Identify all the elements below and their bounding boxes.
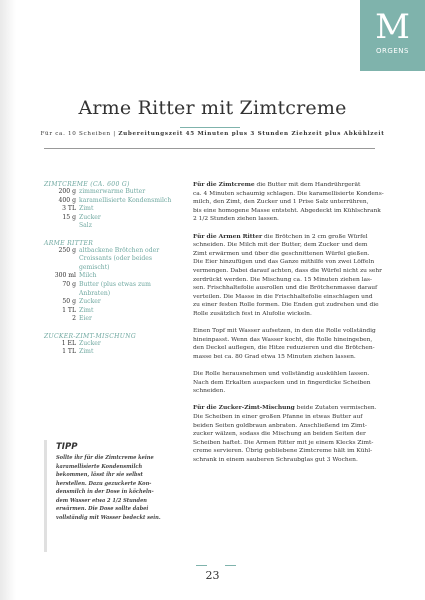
brand-badge xyxy=(360,0,425,71)
ingredient-text: Eier xyxy=(79,315,92,323)
brand-letter: M xyxy=(375,7,410,47)
instruction-lead: Für die Zucker-Zimt-Mischung xyxy=(193,404,295,412)
instruction-line xyxy=(193,422,378,431)
ingredient-qty: 50 g xyxy=(62,298,76,306)
instruction-line xyxy=(193,353,378,362)
instruction-text: schneiden. Die Milch mit der Butter, dem Zucker und dem xyxy=(193,242,368,249)
instruction-text: masse bei ca. 80 Grad etwa 15 Minuten ziehen lassen. xyxy=(193,353,356,360)
ingredient-qty: 3 TL xyxy=(62,205,76,213)
instruction-text: den Deckel auflegen, die Hitze reduzieren und die Brötchen- xyxy=(193,345,375,352)
instruction-text: Die Scheiben in einer großen Pfanne in etwas Butter auf xyxy=(193,414,363,421)
ingredient-qty: 1 TL xyxy=(62,348,76,356)
zimtcreme-heading-text: ZIMTCREME (CA. 600 G) xyxy=(44,181,130,188)
instruction-paragraph xyxy=(193,232,382,319)
zimtcreme-heading xyxy=(44,181,184,188)
mischung-heading: ZUCKER-ZIMT-MISCHUNG xyxy=(44,332,137,340)
ingredient-text: altbackene Brötchen oder xyxy=(79,246,160,254)
tip-text xyxy=(56,454,176,522)
brand-sub: ORGENS xyxy=(376,47,409,55)
tip-bar xyxy=(44,440,47,552)
instruction-text: zu einer festen Rolle formen. Die Enden gut zudrehen und die xyxy=(193,302,379,309)
instruction-line xyxy=(193,258,378,267)
ingredient-text: Butter (plus etwas zum xyxy=(79,280,151,288)
instruction-text: ca. 4 Minuten schaumig schlagen. Die karamellisierte Kondens- xyxy=(193,190,384,197)
ingredient-text: karamellisierte Kondensmilch xyxy=(79,196,172,204)
book-spine-shadow xyxy=(0,0,16,600)
instruction-line xyxy=(193,207,381,216)
tip-line: erwärmen. Die Dose sollte dabei xyxy=(56,506,149,512)
tip-line: Sollte ihr für die Zimtcreme keine xyxy=(56,455,154,461)
instruction-line xyxy=(193,301,378,310)
ingredient-qty: 70 g xyxy=(62,280,76,288)
ingredient-qty: 400 g xyxy=(58,196,76,204)
ingredient-text: Zucker xyxy=(79,339,101,347)
tip-line: herstellen. Dazu gezuckerte Kon- xyxy=(56,480,152,487)
instruction-text: schneiden. xyxy=(193,388,226,395)
instruction-text: hineinpasst. Wenn das Wasser kocht, die Rolle hineingeben, xyxy=(193,336,373,343)
ingredient-row xyxy=(44,247,184,256)
ingredient-qty xyxy=(44,290,79,299)
instruction-line xyxy=(193,439,378,448)
instruction-text: milch, den Zimt, den Zucker und 1 Prise Salz unterrühren, xyxy=(193,199,369,206)
instruction-line xyxy=(193,344,378,353)
instruction-line xyxy=(193,276,378,285)
ingredient-text: Zimt xyxy=(79,306,94,314)
ingredient-text: Zimt xyxy=(79,205,94,213)
instruction-line xyxy=(193,190,384,199)
instruction-text: Zimt erwärmen und über die geschnittenen Würfel gießen. xyxy=(193,250,370,257)
ingredient-row xyxy=(44,214,184,223)
instruction-line xyxy=(193,379,378,388)
page-rule-right xyxy=(225,565,236,566)
ingredient-qty xyxy=(44,255,79,264)
servings-text: Für ca. 10 Scheiben | xyxy=(40,131,119,137)
instruction-text: verteilen. Die Masse in die Frischhaltefolie einschlagen und xyxy=(193,293,373,300)
tip-line: dem Wasser etwa 2 1/2 Stunden xyxy=(56,497,148,504)
page-rule-left xyxy=(196,565,207,566)
ingredient-text: Croissants (oder beides xyxy=(79,255,153,263)
instruction-text: Die Eier hinzufügen und das Ganze mithilfe von zwei Löffeln xyxy=(193,259,375,266)
ingredient-text: Zimt xyxy=(79,348,94,356)
instruction-text: 2 1/2 Stunden ziehen lassen. xyxy=(193,216,279,223)
instruction-line xyxy=(193,456,378,465)
tip-line: vollständig mit Wasser bedeckt sein. xyxy=(56,514,161,521)
instruction-text: bis eine homogene Masse entsteht. Abgedeckt im Kühlschrank xyxy=(193,207,381,214)
ingredient-row xyxy=(44,298,184,307)
ingredient-text: Zucker xyxy=(79,298,101,306)
instruction-text: beide Zutaten vermischen. xyxy=(294,405,377,412)
ingredient-text: Anbraten) xyxy=(79,289,111,297)
instruction-paragraph xyxy=(193,181,384,224)
instruction-line xyxy=(193,370,378,379)
tip-line: densmilch in der Dose in köcheln- xyxy=(56,489,154,495)
instruction-line xyxy=(193,215,378,224)
instruction-line xyxy=(193,293,378,302)
instruction-text: Die Rolle herausnehmen und vollständig auskühlen lassen. xyxy=(193,371,370,378)
ingredient-row xyxy=(44,315,184,324)
ingredient-text: zimmerwarme Butter xyxy=(79,188,146,195)
instruction-lead: Für die Zimtcreme xyxy=(193,181,255,188)
instruction-line xyxy=(193,233,378,242)
ingredient-qty: 15 g xyxy=(62,213,76,221)
ingredient-qty xyxy=(44,264,79,273)
instruction-text: vermengen. Dabei darauf achten, dass die Würfel nicht zu sehr xyxy=(193,267,382,274)
instruction-text: Einen Topf mit Wasser aufsetzen, in den die Rolle vollständig xyxy=(193,328,376,335)
ingredient-row xyxy=(44,272,184,281)
page-number: 23 xyxy=(205,569,220,582)
ingredient-text: Milch xyxy=(79,272,97,280)
instruction-text: schrank in einem sauberen Schraubglas gut 3 Wochen. xyxy=(193,457,358,463)
instruction-line xyxy=(193,241,378,250)
instruction-text: Nach dem Erkalten auspacken und in fingerdicke Scheiben xyxy=(193,379,371,386)
recipe-subtitle xyxy=(0,131,425,137)
instruction-text: zucker wälzen, sodass die Mischung an beiden Seiten der xyxy=(193,431,366,438)
mischung-list xyxy=(44,340,184,357)
instruction-paragraph xyxy=(193,370,378,396)
instruction-paragraph xyxy=(193,404,378,464)
instruction-line xyxy=(193,413,378,422)
ingredient-row xyxy=(44,222,184,231)
title-divider xyxy=(180,127,240,128)
ingredient-row xyxy=(44,188,184,197)
instruction-line xyxy=(193,198,378,207)
ingredient-row xyxy=(44,255,184,264)
ingredient-row xyxy=(44,340,184,349)
instruction-line xyxy=(193,181,378,190)
ingredient-row xyxy=(44,290,184,299)
ritter-list xyxy=(44,247,184,324)
ingredient-qty: 300 ml xyxy=(54,272,76,280)
instruction-line xyxy=(193,250,378,259)
ingredient-qty: 1 EL xyxy=(61,339,76,347)
instruction-line xyxy=(193,327,378,336)
instruction-line xyxy=(193,430,378,439)
instruction-lead: Für die Armen Ritter xyxy=(193,232,263,240)
instruction-line xyxy=(193,284,378,293)
instruction-line xyxy=(193,387,378,396)
instruction-text: creme servieren. Übrig gebliebene Zimtcreme hält im Kühl- xyxy=(193,448,373,455)
instruction-line xyxy=(193,267,382,276)
ingredient-row xyxy=(44,281,184,290)
ingredient-qty: 250 g xyxy=(58,246,76,254)
instruction-line xyxy=(193,447,378,456)
zimtcreme-list xyxy=(44,188,184,231)
instruction-text: die Butter mit dem Handrührgerät xyxy=(254,182,361,188)
ingredients-column xyxy=(44,181,184,357)
instruction-line xyxy=(193,336,378,345)
ingredient-qty xyxy=(44,222,79,231)
ritter-heading: ARME RITTER xyxy=(44,239,94,247)
header-divider xyxy=(44,148,375,149)
time-text: Zubereitungszeit 45 Minuten plus 3 Stunden Ziehzeit plus Abkühlzeit xyxy=(118,131,385,137)
ingredient-row xyxy=(44,197,184,206)
ingredient-text: Zucker xyxy=(79,213,101,221)
ingredient-row xyxy=(44,205,184,214)
instruction-text: beiden Seiten goldbraun anbraten. Anschließend im Zimt- xyxy=(193,422,367,429)
ingredient-qty: 1 TL xyxy=(62,306,76,314)
ingredient-row xyxy=(44,264,184,273)
ingredient-row xyxy=(44,307,184,316)
ingredient-text: Salz xyxy=(79,222,92,230)
instruction-paragraph xyxy=(193,327,378,361)
recipe-title: Arme Ritter mit Zimtcreme xyxy=(78,97,347,119)
instruction-line xyxy=(193,310,378,319)
instruction-line xyxy=(193,404,378,413)
instruction-text: Rolle zusätzlich fest in Alufolie wickeln. xyxy=(193,310,312,317)
tip-heading: TIPP xyxy=(56,442,78,452)
tip-line: bekommen, lässt ihr sie selbst xyxy=(56,472,143,478)
ingredient-row xyxy=(44,348,184,357)
instruction-text: sen. Frischhaltefolie ausrollen und die Brötchenmasse darauf xyxy=(193,285,378,292)
ingredient-text: gemischt) xyxy=(79,263,110,271)
ingredient-qty: 200 g xyxy=(58,188,76,195)
ingredient-qty: 2 xyxy=(72,315,76,323)
tip-line: karamellisierte Kondensmilch xyxy=(56,463,143,470)
instruction-text: Scheiben haftet. Die Armen Ritter mit je einem Klecks Zimt- xyxy=(193,439,374,446)
instruction-text: die Brötchen in 2 cm große Würfel xyxy=(262,233,368,240)
instruction-text: zerdrückt werden. Die Mischung ca. 15 Minuten ziehen las- xyxy=(193,276,373,283)
instructions xyxy=(193,181,384,473)
